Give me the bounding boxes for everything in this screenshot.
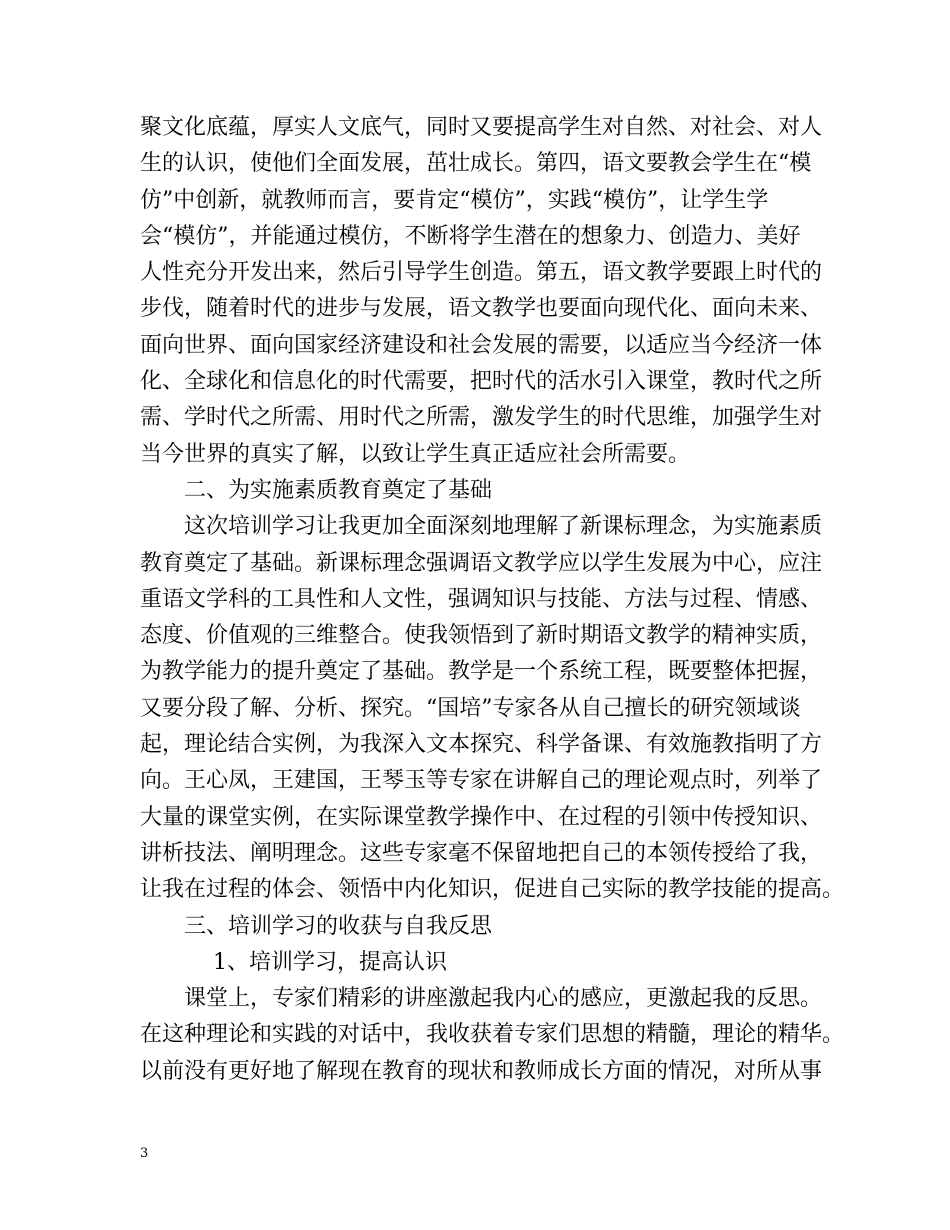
text-line: 向。王心凤，王建国，王琴玉等专家在讲解自己的理论观点时，列举了 bbox=[140, 768, 823, 794]
text-line: 人性充分开发出来，然后引导学生创造。第五，语文教学要跟上时代的 bbox=[140, 260, 823, 286]
subsection-heading-1: 1、培训学习，提高认识 bbox=[213, 949, 447, 975]
text-line: 又要分段了解、分析、探究。“国培”专家各从自己擅长的研究领域谈 bbox=[140, 695, 801, 721]
section-heading-3: 三、培训学习的收获与自我反思 bbox=[184, 913, 493, 939]
text-line: 当今世界的真实了解，以致让学生真正适应社会所需要。 bbox=[140, 441, 691, 467]
text-line: 仿”中创新，就教师而言，要肯定“模仿”，实践“模仿”，让学生学 bbox=[140, 187, 769, 213]
text-line: 步伐，随着时代的进步与发展，语文教学也要面向现代化、面向未来、 bbox=[140, 296, 823, 322]
text-line: 会“模仿”，并能通过模仿，不断将学生潜在的想象力、创造力、美好 bbox=[140, 223, 801, 249]
page-number: 3 bbox=[140, 1146, 149, 1161]
text-line: 教育奠定了基础。新课标理念强调语文教学应以学生发展为中心，应注 bbox=[140, 550, 823, 576]
text-line: 大量的课堂实例，在实际课堂教学操作中、在过程的引领中传授知识、 bbox=[140, 804, 823, 830]
text-line: 生的认识，使他们全面发展，茁壮成长。第四，语文要教会学生在“模 bbox=[140, 151, 812, 177]
text-line: 在这种理论和实践的对话中，我收获着专家们思想的精髓，理论的精华。 bbox=[140, 1022, 845, 1048]
text-line: 聚文化底蕴，厚实人文底气，同时又要提高学生对自然、对社会、对人 bbox=[140, 115, 823, 140]
text-line: 为教学能力的提升奠定了基础。教学是一个系统工程，既要整体把握， bbox=[140, 659, 823, 685]
text-line: 重语文学科的工具性和人文性，强调知识与技能、方法与过程、情感、 bbox=[140, 586, 823, 612]
text-line: 化、全球化和信息化的时代需要，把时代的活水引入课堂，教时代之所 bbox=[140, 369, 823, 395]
text-line: 讲析技法、阐明理念。这些专家毫不保留地把自己的本领传授给了我， bbox=[140, 840, 823, 866]
text-line: 让我在过程的体会、领悟中内化知识，促进自己实际的教学技能的提高。 bbox=[140, 877, 845, 903]
text-line: 课堂上，专家们精彩的讲座激起我内心的感应，更激起我的反思。 bbox=[184, 986, 823, 1012]
text-line: 起，理论结合实例，为我深入文本探究、科学备课、有效施教指明了方 bbox=[140, 732, 823, 758]
body-text bbox=[140, 110, 845, 1090]
section-heading-2: 二、为实施素质教育奠定了基础 bbox=[184, 477, 493, 503]
text-line: 这次培训学习让我更加全面深刻地理解了新课标理念，为实施素质 bbox=[184, 514, 823, 540]
text-line: 需、学时代之所需、用时代之所需，激发学生的时代思维，加强学生对 bbox=[140, 405, 823, 431]
text-line: 态度、价值观的三维整合。使我领悟到了新时期语文教学的精神实质， bbox=[140, 623, 823, 649]
text-line: 以前没有更好地了解现在教育的现状和教师成长方面的情况，对所从事 bbox=[140, 1058, 823, 1084]
text-line: 面向世界、面向国家经济建设和社会发展的需要，以适应当今经济一体 bbox=[140, 332, 823, 358]
